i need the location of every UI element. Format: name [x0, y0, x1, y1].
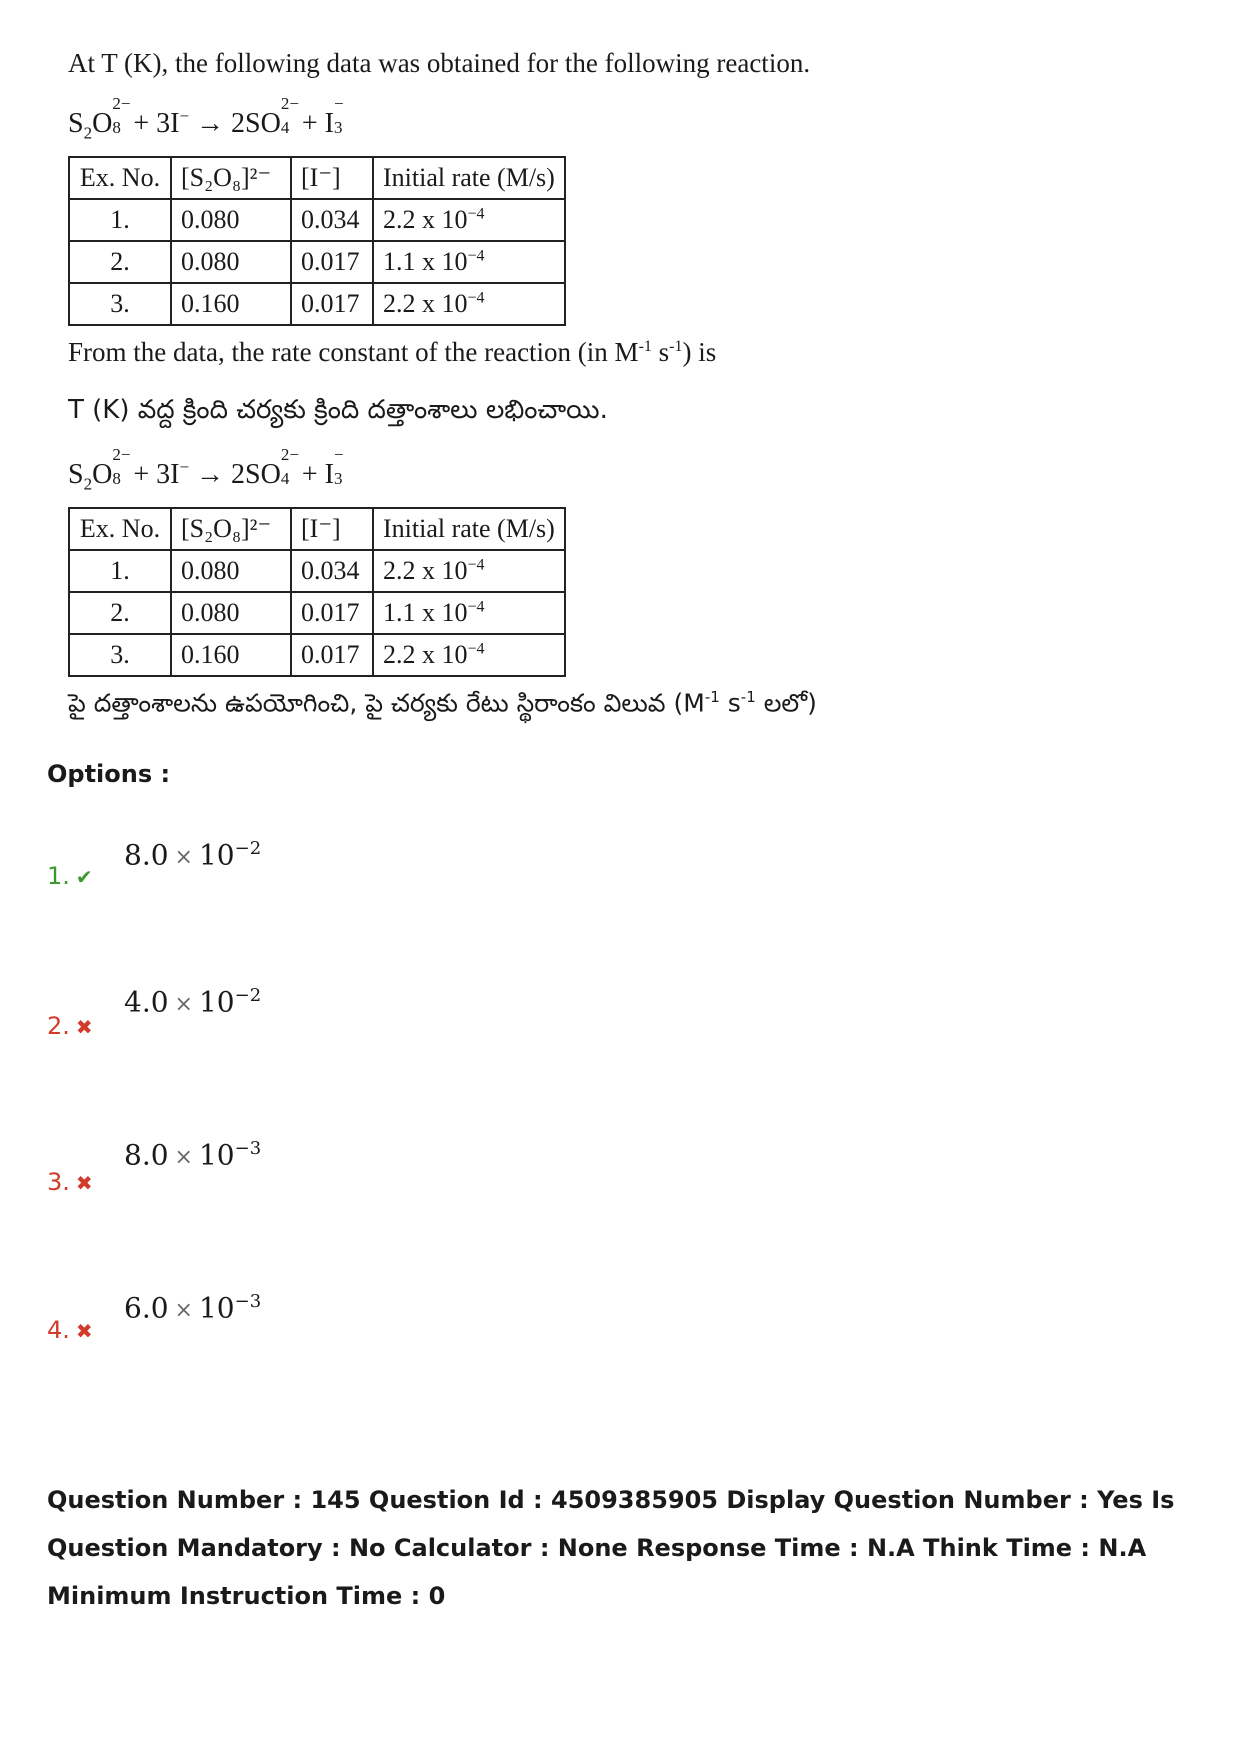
- question-prompt-telugu: పై దత్తాంశాలను ఉపయోగించి, పై చర్యకు రేటు స్థిరాంకం విలువ ($M^{-1}$ $s^{-1}$ లలో): [68, 688, 817, 718]
- cross-icon: ✖: [75, 1319, 93, 1343]
- table-header-cell: [I⁻]: [291, 157, 373, 199]
- option-1-number: 1. ✔: [47, 862, 93, 890]
- check-icon: ✔: [75, 865, 93, 889]
- table-header-row: [69, 157, 565, 199]
- option-4-number: 4. ✖: [47, 1316, 93, 1344]
- reaction-equation: $S_2O$ 2− 8 + 3I− → 2SO 2− 4 + I − 3: [68, 94, 344, 143]
- table-row: 2. 0.080 0.017 1.1 x $10^{-4}$: [69, 592, 565, 634]
- question-metadata: Question Number : 145 Question Id : 4509385905 Display Question Number : Yes Is Question Mandatory : No Calculator : None Response Time : N.A Think Time : N.A Minimum Instruction Time : 0: [47, 1486, 1175, 1610]
- option-3-number: 3. ✖: [47, 1168, 93, 1196]
- cross-icon: ✖: [75, 1015, 93, 1039]
- table-header-cell: Ex. No.: [69, 157, 171, 199]
- table-row: 3. 0.160 0.017 2.2 x $10^{-4}$: [69, 634, 565, 676]
- option-3-value: $8.0 \times 10^{-3}$: [124, 1138, 262, 1172]
- question-prompt-english: From the data, the rate constant of the reaction (in $M^{-1}$ $s^{-1}$) is: [68, 337, 717, 367]
- table-row: 2. 0.080 0.017 1.1 x $10^{-4}$: [69, 241, 565, 283]
- table-row: 1. 0.080 0.034 2.2 x $10^{-4}$: [69, 199, 565, 241]
- table-row: 1. 0.080 0.034 2.2 x $10^{-4}$: [69, 550, 565, 592]
- rate-data-table: [68, 156, 566, 326]
- table-header-cell: Initial rate (M/s): [373, 157, 565, 199]
- question-intro-english: At T (K), the following data was obtained for the following reaction.: [68, 48, 811, 78]
- cross-icon: ✖: [75, 1171, 93, 1195]
- reaction-equation-telugu: $S_2O$ 2− 8 + 3I− → 2SO 2− 4 + I − 3: [68, 445, 344, 494]
- table-header-row: Ex. No. [S₂O₈]²⁻ [I⁻] Initial rate (M/s): [69, 508, 565, 550]
- table-row: 3. 0.160 0.017 2.2 x $10^{-4}$: [69, 283, 565, 325]
- question-intro-telugu: T (K) వద్ద క్రింది చర్యకు క్రింది దత్తాంశాలు లభించాయి.: [68, 395, 608, 425]
- rate-data-table-telugu: [68, 507, 566, 677]
- table-header-cell: [S₂O₈]²⁻: [171, 157, 291, 199]
- option-2-value: $4.0 \times 10^{-2}$: [124, 985, 262, 1019]
- option-4-value: $6.0 \times 10^{-3}$: [124, 1291, 262, 1325]
- option-2-number: 2. ✖: [47, 1012, 93, 1040]
- options-label: Options :: [47, 760, 171, 788]
- option-1-value: $8.0 \times 10^{-2}$: [124, 838, 262, 872]
